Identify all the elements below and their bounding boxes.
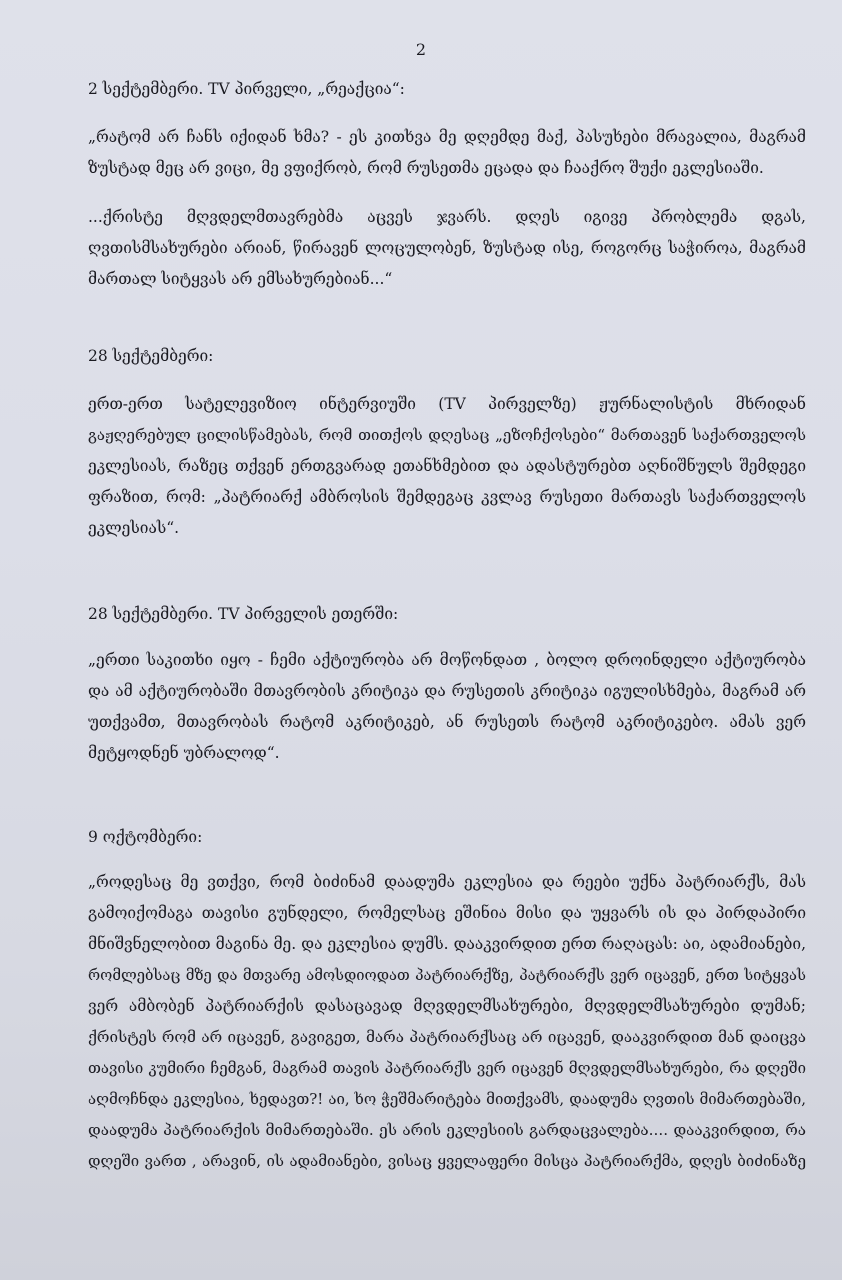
text-line: უთქვამთ, მთავრობას რატომ აკრიტიკებ, ან რუსეთს რატომ აკრიტიკებო. ამას ვერ — [88, 713, 806, 731]
text-line: ერთ-ერთ სატელევიზიო ინტერვიუში (TV პირველზე) ჟურნალისტის მხრიდან — [88, 395, 806, 413]
text-line: ზუსტად მეც არ ვიცი, მე ვფიქრობ, რომ რუსეთმა ეცადა და ჩააქრო შუქი ეკლესიაში. — [88, 159, 764, 177]
text-line: გაჟღერებულ ცილისწამებას, რომ თითქოს დღესაც „ეზოჩქოსები“ მართავენ საქართველოს — [88, 426, 806, 444]
text-line: „რატომ არ ჩანს იქიდან ხმა? - ეს კითხვა მე დღემდე მაქ, პასუხები მრავალია, მაგრამ — [88, 128, 806, 146]
text-line: ეკლესიას, რაზეც თქვენ ერთგვარად ეთანხმებით და ადასტურებთ აღნიშნულს შემდეგი — [88, 457, 806, 475]
section-sep-2 — [88, 79, 806, 99]
text-line: ვერ ამბობენ პატრიარქის დასაცავად მღვდელმსახურები, მღვდელმსახურები დუმან; — [88, 997, 806, 1015]
text-line: მართალ სიტყვას არ ემსახურებიან...“ — [88, 270, 393, 288]
quote-paragraph — [88, 122, 806, 184]
text-line: გამოიქომაგა თავისი გუნდელი, რომელსაც ეშინია მისი და უყვარს ის და პირდაპირი — [88, 904, 806, 922]
quote-paragraph — [88, 202, 806, 295]
text-line: აღმოჩნდა ეკლესია, ხედავთ?! აი, ხო ჭეშმარიტება მითქვამს, დაადუმა ღვთის მიმართებაში, — [88, 1090, 806, 1108]
text-line: და ამ აქტიურობაში მთავრობის კრიტიკა და რუსეთის კრიტიკა იგულისხმება, მაგრამ არ — [88, 682, 806, 700]
text-line: „ერთი საკითხი იყო - ჩემი აქტიურობა არ მოწონდათ , ბოლო დროინდელი აქტიურობა — [88, 651, 806, 669]
page-number: 2 — [415, 40, 427, 59]
text-line: რომლებსაც მზე და მთვარე ამოსდიოდათ პატრიარქზე, პატრიარქს ვერ იცავენ, ერთ სიტყვას — [88, 967, 806, 984]
section-sep-28-b — [88, 604, 806, 624]
text-line: მნიშვნელობით მაგინა მე. და ეკლესია დუმს. დააკვირდით ერთ რაღაცას: აი, ადამიანები, — [88, 935, 806, 953]
section-heading: 28 სექტემბერი. TV პირველის ეთერში: — [88, 605, 399, 623]
text-line: ეკლესიას“. — [88, 519, 180, 537]
section-sep-28-a — [88, 346, 806, 366]
text-line: მეტყოდნენ უბრალოდ“. — [88, 744, 280, 762]
text-line: ...ქრისტე მღვდელმთავრებმა აცვეს ჯვარს. დღეს იგივე პრობლემა დგას, — [88, 208, 806, 226]
quote-paragraph — [88, 645, 806, 769]
section-heading: 9 ოქტომბერი: — [88, 828, 203, 846]
text-line: ქრისტეს რომ არ იცავენ, გავიგეთ, მარა პატრიარქსაც არ იცავენ, დააკვირდით მან დაიცვა — [88, 1028, 806, 1046]
section-oct-9 — [88, 827, 806, 847]
section-heading: 28 სექტემბერი: — [88, 347, 214, 365]
text-line: დღეში ვართ , არავინ, ის ადამიანები, ვისაც ყველაფერი მისცა პატრიარქმა, დღეს ბიძინაზე — [88, 1152, 806, 1170]
text-line: დაადუმა პატრიარქის მიმართებაში. ეს არის ეკლესიის გარდაცვალება.... დააკვირდით, რა — [88, 1121, 806, 1139]
body-paragraph — [88, 389, 806, 544]
text-line: ღვთისმსახურები არიან, წირავენ ლოცულობენ, ზუსტად ისე, როგორც საჭიროა, მაგრამ — [88, 239, 806, 257]
text-line: ფრაზით, რომ: „პატრიარქ ამბროსის შემდეგაც კვლავ რუსეთი მართავს საქართველოს — [88, 488, 806, 506]
section-heading: 2 სექტემბერი. TV პირველი, „რეაქცია“: — [88, 80, 405, 98]
text-line: „როდესაც მე ვთქვი, რომ ბიძინამ დაადუმა ეკლესია და რეები უქნა პატრიარქს, მას — [88, 873, 806, 891]
text-line: თავისი კუმირი ჩემგან, მაგრამ თავის პატრიარქს ვერ იცავენ მღვდელმსახურები, რა დღეში — [88, 1059, 806, 1077]
quote-paragraph — [88, 867, 806, 1177]
